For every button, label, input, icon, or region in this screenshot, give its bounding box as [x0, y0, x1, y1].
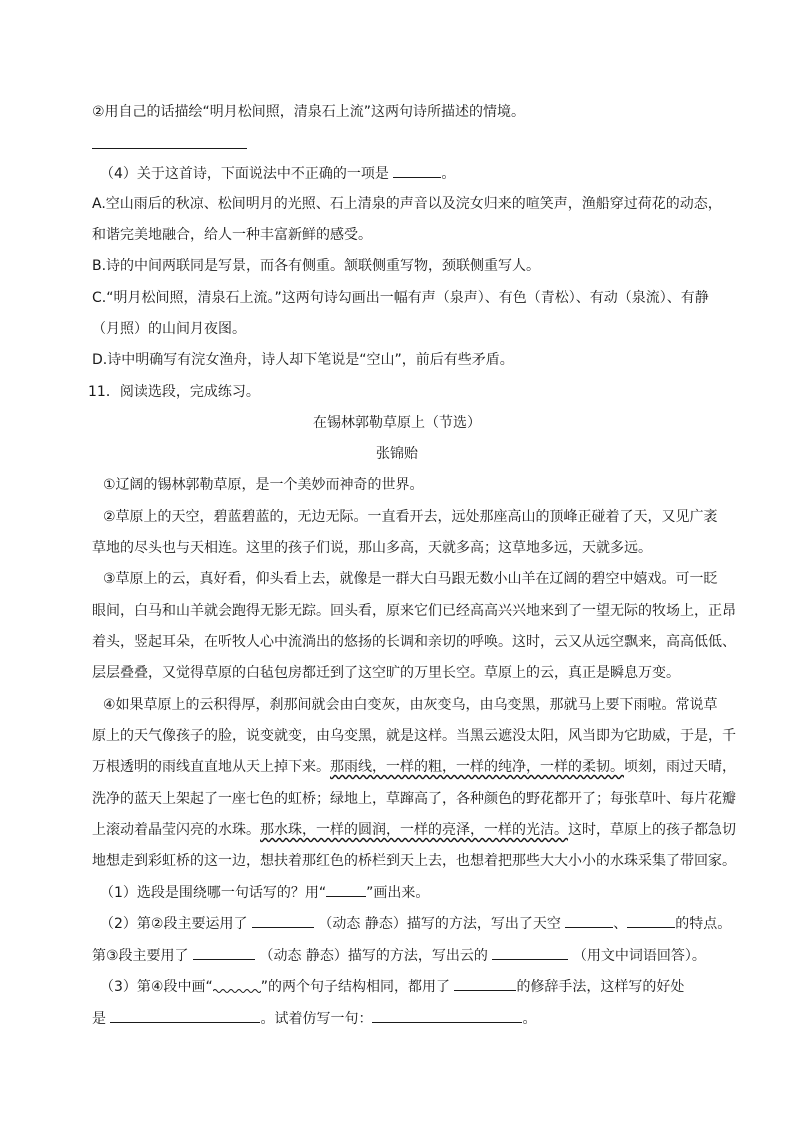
q10-sub4-prompt: （4）关于这首诗，下面说法中不正确的一项是	[100, 166, 389, 182]
q11-intro: 11．阅读选段，完成练习。	[88, 384, 260, 400]
answer-blank[interactable]	[393, 163, 441, 178]
paragraph-3-line-1: ③草原上的云，真好看，仰头看上去，就像是一群大白马跟无数小山羊在辽阔的碧空中嬉戏。可一眨	[103, 571, 718, 587]
option-a-line-1: A.空山雨后的秋凉、松间明月的光照、石上清泉的声音以及浣女归来的喧笑声，渔船穿过荷花的动态，	[92, 196, 722, 212]
answer-blank[interactable]	[252, 913, 314, 928]
answer-blank[interactable]	[454, 976, 516, 991]
option-b: B.诗的中间两联同是写景，而各有侧重。颔联侧重写物，颈联侧重写人。	[92, 258, 541, 274]
paragraph-4-line-5	[92, 820, 736, 840]
question-2-line-2	[92, 945, 732, 966]
question-3-line-2	[92, 1008, 732, 1029]
question-2-text: （2）第②段主要运用了	[100, 916, 248, 932]
answer-blank[interactable]	[193, 945, 255, 960]
question-3-line-1	[100, 976, 740, 997]
paragraph-4-line-6: 地想走到彩虹桥的这一边，想扶着那红色的桥栏到天上去，也想着把那些大大小小的水珠采集了带回家。	[92, 853, 736, 869]
question-2-text: 的特点。	[675, 916, 732, 932]
question-3-text: 。试着仿写一句：	[260, 1011, 373, 1027]
q10-sub4-line	[100, 163, 740, 184]
question-1-text: （1）选段是围绕哪一句话写的？用“	[100, 885, 327, 901]
paragraph-2-line-2: 草地的尽头也与天相连。这里的孩子们说，那山多高，天就多高；这草地多远，天就多远。	[92, 540, 652, 556]
question-2-text: 第③段主要用了	[92, 948, 189, 964]
answer-blank[interactable]	[92, 148, 247, 149]
question-2-line-1	[100, 913, 740, 934]
underlined-sentence: 那水珠，一样的圆润，一样的亮泽，一样的光洁。	[260, 822, 568, 838]
question-3-text: 。	[522, 1011, 537, 1027]
answer-blank[interactable]	[627, 913, 675, 928]
question-3-text: 的修辞手法，这样写的好处	[516, 979, 685, 995]
paragraph-4-text: 顷刻，雨过天晴，	[624, 759, 736, 775]
q10-sub2-text: ②用自己的话描绘“明月松间照，清泉石上流”这两句诗所描述的情境。	[92, 104, 526, 120]
answer-blank[interactable]	[492, 945, 568, 960]
question-3-text: （3）第④段中画“	[100, 979, 213, 995]
question-2-text: 、	[613, 916, 628, 932]
paragraph-4-text: 这时，草原上的孩子都急切	[568, 822, 736, 838]
q10-sub4-end: 。	[441, 166, 456, 182]
paragraph-3-line-4: 层层叠叠，又觉得草原的白毡包房都迁到了这空旷的万里长空。草原上的云，真正是瞬息万变。	[92, 665, 680, 681]
option-c-line-1: C.“明月松间照，清泉石上流。”这两句诗勾画出一幅有声（泉声）、有色（青松）、有动（泉流）、有静	[92, 290, 709, 306]
paragraph-4-line-1: ④如果草原上的云积得厚，刹那间就会由白变灰，由灰变乌，由乌变黑，那就马上要下雨啦。常说草	[103, 697, 718, 713]
paragraph-3-line-3: 着头，竖起耳朵，在听牧人心中流淌出的悠扬的长调和亲切的呼唤。这时，云又从远空飘来，高高低低、	[92, 634, 736, 650]
underlined-sentence: 那雨线，一样的粗，一样的纯净，一样的柔韧。	[330, 759, 624, 775]
paragraph-2-line-1: ②草原上的天空，碧蓝碧蓝的，无边无际。一直看开去，远处那座高山的顶峰正碰着了天，又见广袤	[103, 509, 718, 525]
answer-blank[interactable]	[565, 913, 613, 928]
wavy-line-sample-icon	[213, 977, 261, 991]
option-c-line-2: （月照）的山间月夜图。	[92, 321, 246, 337]
paragraph-4-text: 万根透明的雨线直直地从天上掉下来。	[92, 759, 330, 775]
paragraph-4-text: 上滚动着晶莹闪亮的水珠。	[92, 822, 260, 838]
paragraph-4-line-4: 洗净的蓝天上架起了一座七色的虹桥；绿地上，草蹿高了，各种颜色的野花都开了；每张草叶、每片花瓣	[92, 791, 736, 807]
question-1	[100, 882, 740, 903]
question-2-text: （动态 静态）描写的方法，写出了天空	[318, 916, 561, 932]
answer-blank[interactable]	[110, 1008, 260, 1023]
question-3-text: ”的两个句子结构相同，都用了	[260, 979, 450, 995]
question-3-text: 是	[92, 1011, 106, 1027]
answer-blank[interactable]	[372, 1008, 522, 1023]
paragraph-1: ①辽阔的锡林郭勒草原，是一个美妙而神奇的世界。	[103, 477, 424, 493]
question-2-text: （动态 静态）描写的方法，写出云的	[259, 948, 488, 964]
paragraph-3-line-2: 眼间，白马和山羊就会跑得无影无踪。回头看，原来它们已经高高兴兴地来到了一望无际的牧场上，正昂	[92, 603, 736, 619]
straight-line-sample	[326, 882, 366, 897]
option-a-line-2: 和谐完美地融合，给人一种丰富新鲜的感受。	[92, 227, 372, 243]
question-2-text: （用文中词语回答）。	[572, 948, 706, 964]
option-d: D.诗中明确写有浣女渔舟，诗人却下笔说是“空山”，前后有些矛盾。	[92, 352, 514, 368]
question-1-text: ”画出来。	[366, 885, 430, 901]
paragraph-4-line-3	[92, 757, 736, 777]
paragraph-4-line-2: 原上的天气像孩子的脸，说变就变，由乌变黑，就是这样。当黑云遮没太阳，风当即为它助威，于是，千	[92, 728, 736, 744]
passage-author: 张锦贻	[376, 446, 418, 462]
passage-title: 在锡林郭勒草原上（节选）	[313, 415, 481, 431]
